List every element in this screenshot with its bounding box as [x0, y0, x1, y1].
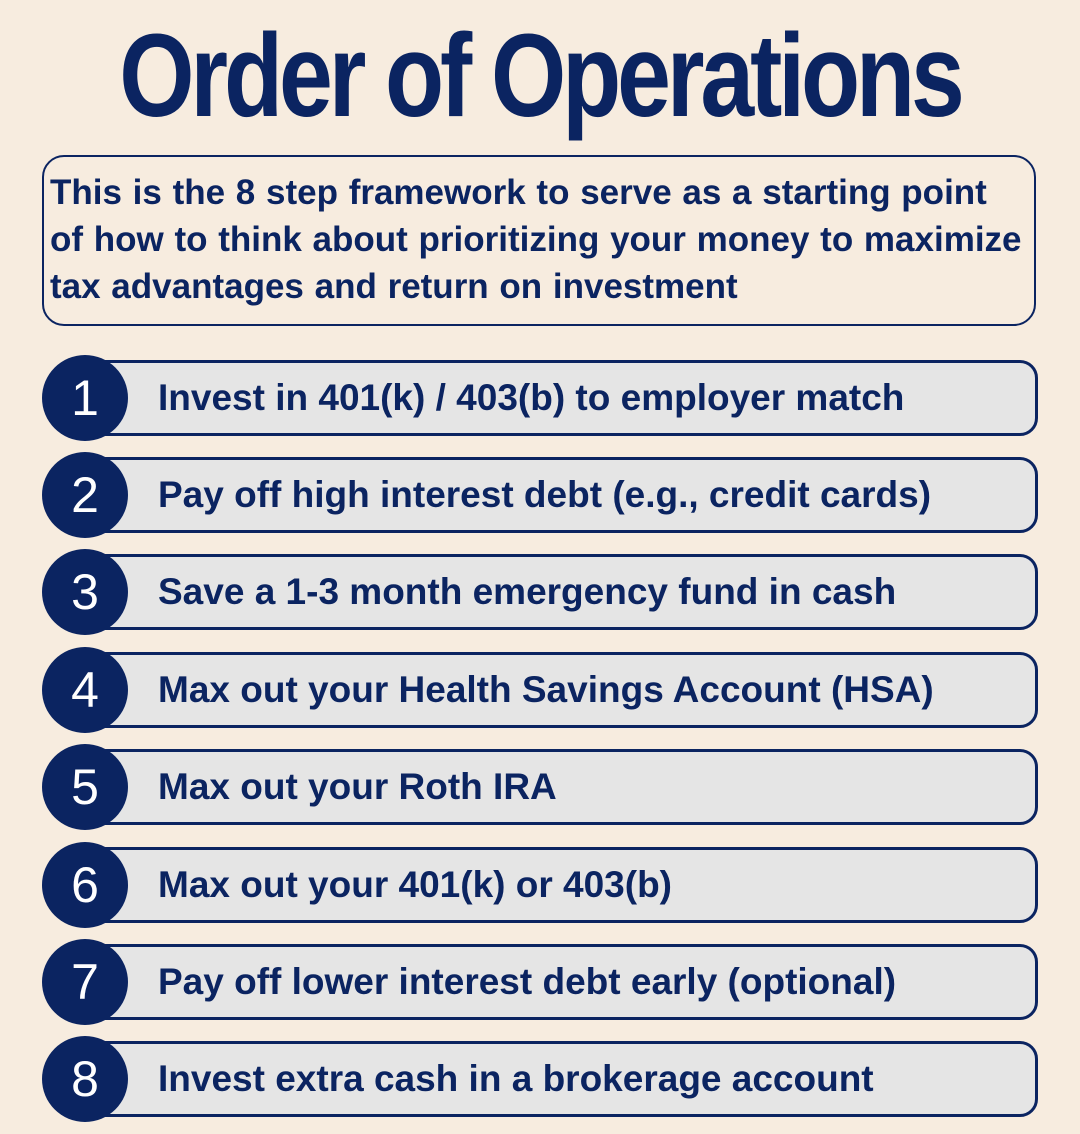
step-number-badge: 5	[42, 744, 128, 830]
step-number-badge: 4	[42, 647, 128, 733]
step-number-badge: 7	[42, 939, 128, 1025]
step-label: Invest extra cash in a brokerage account	[158, 1058, 874, 1099]
step-label: Max out your Roth IRA	[158, 766, 557, 807]
step-item	[42, 358, 1038, 438]
step-number-badge: 3	[42, 549, 128, 635]
step-number-badge: 6	[42, 842, 128, 928]
step-label: Pay off lower interest debt early (optional)	[158, 961, 897, 1002]
step-item	[42, 845, 1038, 925]
step-number-badge: 1	[42, 355, 128, 441]
page-title: Order of Operations	[119, 10, 961, 142]
step-item	[42, 747, 1038, 827]
step-label: Max out your 401(k) or 403(b)	[158, 864, 673, 905]
step-item	[42, 942, 1038, 1022]
step-item	[42, 650, 1038, 730]
step-item	[42, 1039, 1038, 1119]
step-number-badge: 8	[42, 1036, 128, 1122]
step-label: Max out your Health Savings Account (HSA)	[158, 669, 934, 710]
step-item	[42, 455, 1038, 535]
step-label: Save a 1-3 month emergency fund in cash	[158, 571, 897, 612]
step-label: Pay off high interest debt (e.g., credit cards)	[158, 474, 932, 515]
step-item	[42, 552, 1038, 632]
step-label: Invest in 401(k) / 403(b) to employer match	[158, 377, 905, 418]
intro-text: This is the 8 step framework to serve as a starting point of how to think about prioritizing your money to maximize tax advantages and return on investment	[50, 173, 1022, 306]
step-number-badge: 2	[42, 452, 128, 538]
